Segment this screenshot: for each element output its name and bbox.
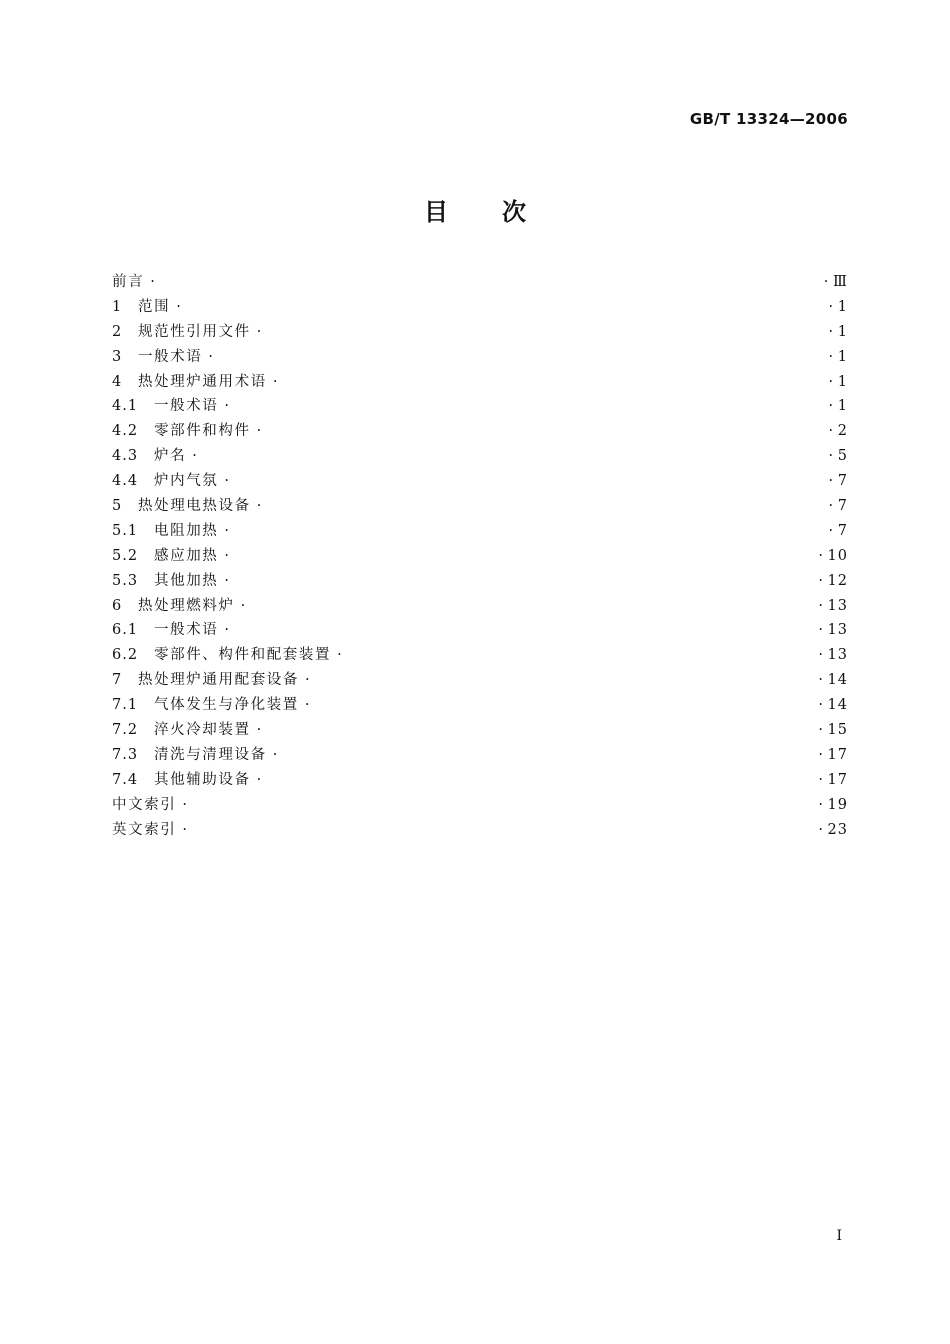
leader-dot: · [224,398,230,415]
leader-dot: · [828,298,838,315]
toc-entry-number: 7.3 [112,746,139,763]
leader-dot: · [818,547,828,564]
toc-entry-page: 13 [827,622,848,639]
toc-entry-page-ref [829,370,848,395]
leader-dot: · [818,597,828,614]
toc-entry[interactable] [112,394,848,419]
leader-dot: · [224,547,230,564]
toc-entry[interactable] [112,469,848,494]
toc-entry-heading [112,320,261,345]
toc-entry-title: 感应加热 [154,547,219,564]
toc-entry-heading [112,444,197,469]
toc-entry-title: 淬火冷却装置 [154,722,251,739]
toc-entry-number: 3 [112,348,123,365]
toc-entry-number: 6 [112,597,123,614]
toc-entry-title: 气体发生与净化装置 [154,697,299,714]
toc-entry-page-ref [829,394,848,419]
toc-entry-title: 热处理电热设备 [138,498,251,515]
leader-dot: · [818,697,828,714]
toc-entry-number: 4.4 [112,473,139,490]
toc-entry[interactable] [112,743,848,768]
toc-entry-heading [112,818,187,843]
toc-entry-page-ref [818,768,848,793]
standard-code: GB/T 13324—2006 [689,110,848,128]
page-number: I [836,1228,842,1244]
toc-entry-number: 5.1 [112,522,139,539]
toc-entry-heading [112,743,277,768]
toc-entry-heading [112,469,229,494]
toc-entry-page: 1 [837,348,848,365]
toc-entry-title: 一般术语 [154,622,219,639]
toc-entry-page-ref [829,295,848,320]
leader-dot: · [272,373,278,390]
toc-entry-page: 17 [827,771,848,788]
toc-entry-heading [112,270,155,295]
toc-entry-title: 一般术语 [138,348,203,365]
toc-entry-page-ref [829,469,848,494]
leader-dot: · [818,672,828,689]
toc-entry-title: 范围 [138,298,171,315]
leader-dot: · [256,498,262,515]
toc-entry-page-ref [824,270,848,295]
toc-entry-heading [112,345,213,370]
leader-dot: · [256,423,262,440]
toc-entry-page: 10 [827,547,848,564]
toc-entry-number: 1 [112,298,123,315]
toc-entry[interactable] [112,618,848,643]
toc-entry-page: 1 [837,398,848,415]
toc-entry-title: 热处理炉通用配套设备 [138,672,299,689]
leader-dot: · [818,821,828,838]
leader-dot: · [818,572,828,589]
toc-entry-page-ref [829,419,848,444]
toc-entry-page: 12 [827,572,848,589]
toc-entry-title: 零部件、构件和配套装置 [154,647,332,664]
toc-entry[interactable] [112,643,848,668]
toc-entry-page: 14 [827,697,848,714]
toc-entry-page: 7 [837,473,848,490]
toc-entry-page-ref [818,818,848,843]
toc-entry-page: 17 [827,746,848,763]
toc-entry-page: 2 [837,423,848,440]
toc-entry-number: 4.2 [112,423,139,440]
toc-entry-page: Ⅲ [833,274,848,290]
toc-entry-title: 电阻加热 [154,522,219,539]
toc-entry-heading [112,643,342,668]
toc-entry-title: 其他辅助设备 [154,771,251,788]
leader-dot: · [818,771,828,788]
toc-entry-page-ref [818,718,848,743]
leader-dot: · [182,796,188,813]
toc-entry-page: 7 [837,498,848,515]
toc-entry-title: 中文索引 [112,796,177,813]
leader-dot: · [823,274,834,290]
toc-entry[interactable] [112,569,848,594]
toc-entry-number: 4.1 [112,398,139,415]
toc-entry[interactable] [112,594,848,619]
toc-entry[interactable] [112,793,848,818]
toc-entry-title: 其他加热 [154,572,219,589]
toc-entry-number: 2 [112,323,123,340]
leader-dot: · [224,572,230,589]
toc-entry-title: 零部件和构件 [154,423,251,440]
leader-dot: · [272,746,278,763]
toc-entry-page-ref [818,693,848,718]
leader-dot: · [828,398,838,415]
toc-entry-title: 一般术语 [154,398,219,415]
toc-entry[interactable] [112,519,848,544]
toc-entry-heading [112,419,261,444]
toc-entry-page-ref [818,544,848,569]
toc-entry-heading [112,668,310,693]
toc-entry-page-ref [829,345,848,370]
toc-entry-title: 热处理燃料炉 [138,597,235,614]
leader-dot: · [828,373,838,390]
toc-entry-page-ref [829,494,848,519]
leader-dot: · [818,746,828,763]
leader-dot: · [192,448,197,465]
toc-entry-page: 5 [837,448,848,465]
toc-entry[interactable] [112,295,848,320]
leader-dot: · [828,522,838,539]
toc-entry-page: 7 [837,522,848,539]
toc-entry-page-ref [818,618,848,643]
toc-entry-page: 13 [827,647,848,664]
toc-entry[interactable] [112,370,848,395]
toc-entry-number: 7 [112,672,123,689]
leader-dot: · [828,323,838,340]
leader-dot: · [337,647,342,664]
toc-entry-heading [112,768,261,793]
toc-entry-heading [112,793,187,818]
toc-entry-heading [112,693,310,718]
toc-entry-title: 规范性引用文件 [138,323,251,340]
toc-entry-heading [112,718,261,743]
toc-entry-number: 7.2 [112,722,139,739]
toc-entry-heading [112,519,229,544]
leader-dot: · [224,473,230,490]
toc-entry-page: 23 [827,821,848,838]
leader-dot: · [224,622,230,639]
toc-entry-page: 1 [837,298,848,315]
leader-dot: · [256,771,262,788]
toc-entry-heading [112,544,229,569]
toc-entry-number: 6.2 [112,647,139,664]
leader-dot: · [305,672,310,689]
leader-dot: · [150,274,155,290]
toc-entry-heading [112,295,181,320]
toc-entry-heading [112,594,245,619]
toc-entry[interactable] [112,419,848,444]
leader-dot: · [818,796,828,813]
toc-entry-page: 1 [837,373,848,390]
toc-entry-page: 13 [827,597,848,614]
table-of-contents [112,270,848,842]
leader-dot: · [176,298,181,315]
toc-entry-number: 5 [112,498,123,515]
toc-entry-number: 7.4 [112,771,139,788]
toc-entry-page-ref [818,743,848,768]
toc-entry-title: 清洗与清理设备 [154,746,267,763]
toc-entry-number: 5.2 [112,547,139,564]
toc-entry[interactable] [112,345,848,370]
leader-dot: · [828,448,838,465]
toc-entry-page: 19 [827,796,848,813]
toc-entry-page-ref [829,444,848,469]
page-title: 目次 [424,198,580,226]
toc-entry[interactable] [112,444,848,469]
toc-entry-title: 炉名 [154,448,187,465]
toc-entry-page: 1 [837,323,848,340]
toc-entry-number: 5.3 [112,572,139,589]
leader-dot: · [182,821,188,838]
toc-entry-page-ref [818,643,848,668]
toc-entry-number: 7.1 [112,697,139,714]
toc-entry[interactable] [112,768,848,793]
leader-dot: · [256,323,262,340]
toc-entry-heading [112,618,229,643]
toc-entry-title: 前言 [112,274,145,290]
toc-entry[interactable] [112,270,848,295]
toc-entry-number: 4.3 [112,448,139,465]
toc-entry-page-ref [818,569,848,594]
leader-dot: · [208,348,214,365]
toc-entry-heading [112,370,277,395]
leader-dot: · [256,722,262,739]
toc-entry[interactable] [112,818,848,843]
toc-entry-heading [112,569,229,594]
toc-entry-page: 15 [827,722,848,739]
leader-dot: · [828,423,838,440]
toc-entry[interactable] [112,320,848,345]
toc-entry[interactable] [112,494,848,519]
leader-dot: · [818,622,828,639]
toc-entry-page-ref [818,668,848,693]
leader-dot: · [818,722,828,739]
toc-entry-heading [112,394,229,419]
leader-dot: · [828,473,838,490]
toc-entry-title: 炉内气氛 [154,473,219,490]
leader-dot: · [224,522,230,539]
toc-entry-page: 14 [827,672,848,689]
toc-entry-page-ref [829,519,848,544]
toc-entry-number: 4 [112,373,123,390]
toc-entry-page-ref [818,594,848,619]
toc-entry[interactable] [112,668,848,693]
toc-entry-heading [112,494,261,519]
leader-dot: · [240,597,246,614]
toc-entry[interactable] [112,693,848,718]
toc-entry-title: 热处理炉通用术语 [138,373,267,390]
toc-entry-title: 英文索引 [112,821,177,838]
toc-entry[interactable] [112,718,848,743]
leader-dot: · [304,697,310,714]
toc-entry-page-ref [829,320,848,345]
toc-entry-number: 6.1 [112,622,139,639]
leader-dot: · [818,647,828,664]
toc-entry-page-ref [818,793,848,818]
toc-entry[interactable] [112,544,848,569]
leader-dot: · [828,348,838,365]
leader-dot: · [828,498,838,515]
